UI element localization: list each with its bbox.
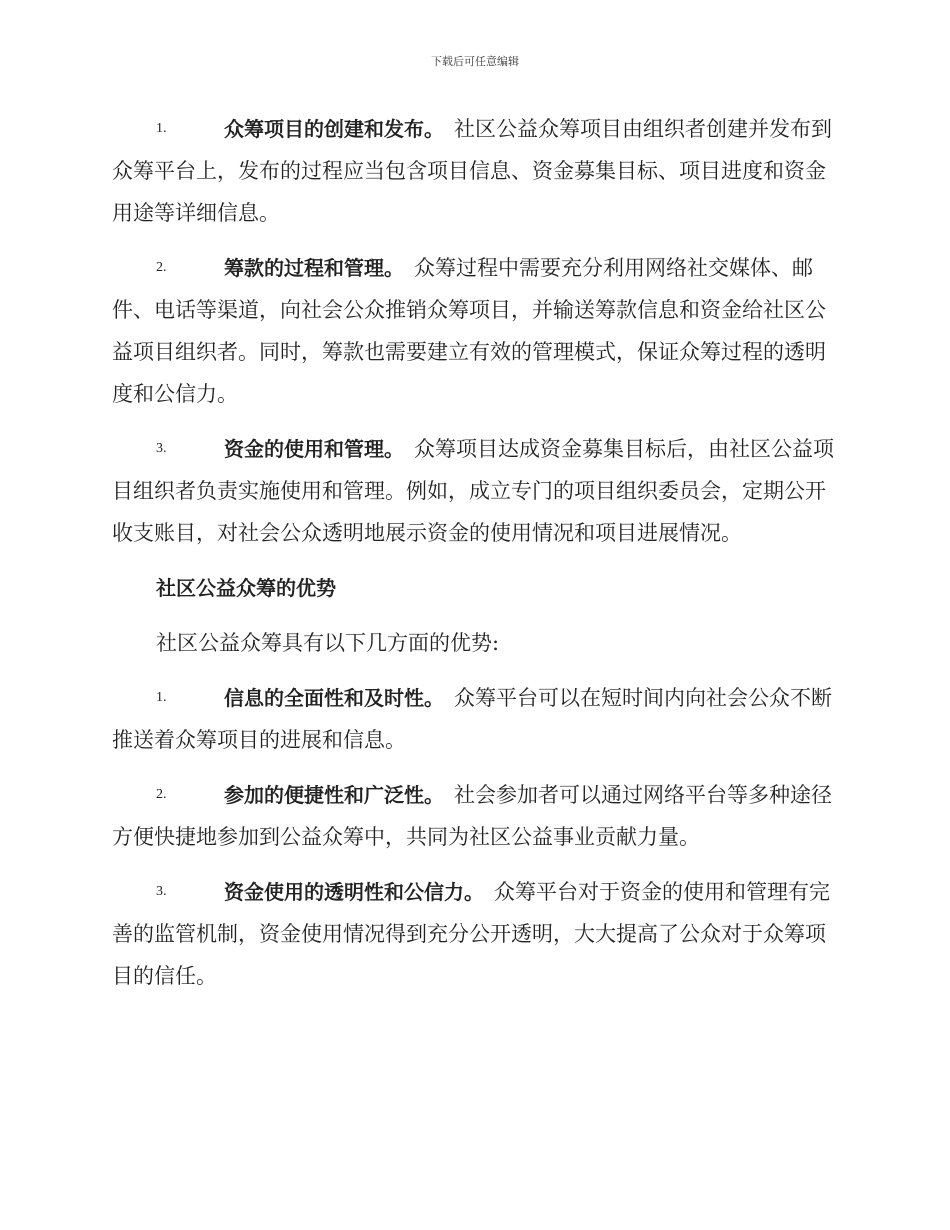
list-item (112, 871, 840, 997)
list-item-lead: 众筹项目的创建和发布。 (224, 117, 444, 141)
list-item-text: 社区公益众筹项目由组织者创建并发布到众筹平台上，发布的过程应当包含项目信息、资金募集目标、项目进度和资金用途等详细信息。 (112, 117, 832, 225)
list-item-text: 众筹项目达成资金募集目标后，由社区公益项目组织者负责实施使用和管理。例如，成立专门的项目组织委员会，定期公开收支账目，对社会公众透明地展示资金的使用情况和项目进展情况。 (112, 437, 834, 545)
list-item-lead: 筹款的过程和管理。 (224, 256, 404, 280)
page-header: 下载后可任意编辑 (431, 55, 519, 68)
list-item (112, 774, 840, 858)
list-number: 2. (156, 260, 167, 275)
list-number: 1. (156, 121, 167, 136)
list-number: 3. (156, 884, 167, 899)
section-title: 社区公益众筹的优势 (156, 576, 336, 600)
list-item (112, 108, 840, 234)
list-item (112, 677, 840, 761)
list-item-lead: 信息的全面性和及时性。 (224, 686, 444, 710)
list-item-text: 众筹平台可以在短时间内向社会公众不断推送着众筹项目的进展和信息。 (112, 686, 832, 752)
intro-paragraph: 社区公益众筹具有以下几方面的优势: (156, 631, 500, 655)
list-item-lead: 参加的便捷性和广泛性。 (224, 783, 444, 807)
list-item-text: 社会参加者可以通过网络平台等多种途径方便快捷地参加到公益众筹中，共同为社区公益事业贡献力量。 (112, 783, 832, 849)
list-number: 2. (156, 787, 167, 802)
list-item-text: 众筹过程中需要充分利用网络社交媒体、邮件、电话等渠道，向社会公众推销众筹项目，并输送筹款信息和资金给社区公益项目组织者。同时，筹款也需要建立有效的管理模式，保证众筹过程的透明度和公信力。 (112, 256, 826, 406)
list-number: 1. (156, 690, 167, 705)
list-item (112, 428, 840, 554)
list-item (112, 247, 840, 415)
list-item-lead: 资金使用的透明性和公信力。 (224, 880, 484, 904)
list-number: 3. (156, 441, 167, 456)
list-item-text: 众筹平台对于资金的使用和管理有完善的监管机制，资金使用情况得到充分公开透明，大大提高了公众对于众筹项目的信任。 (112, 880, 830, 988)
document-body (112, 108, 840, 1010)
list-item-lead: 资金的使用和管理。 (224, 437, 404, 461)
